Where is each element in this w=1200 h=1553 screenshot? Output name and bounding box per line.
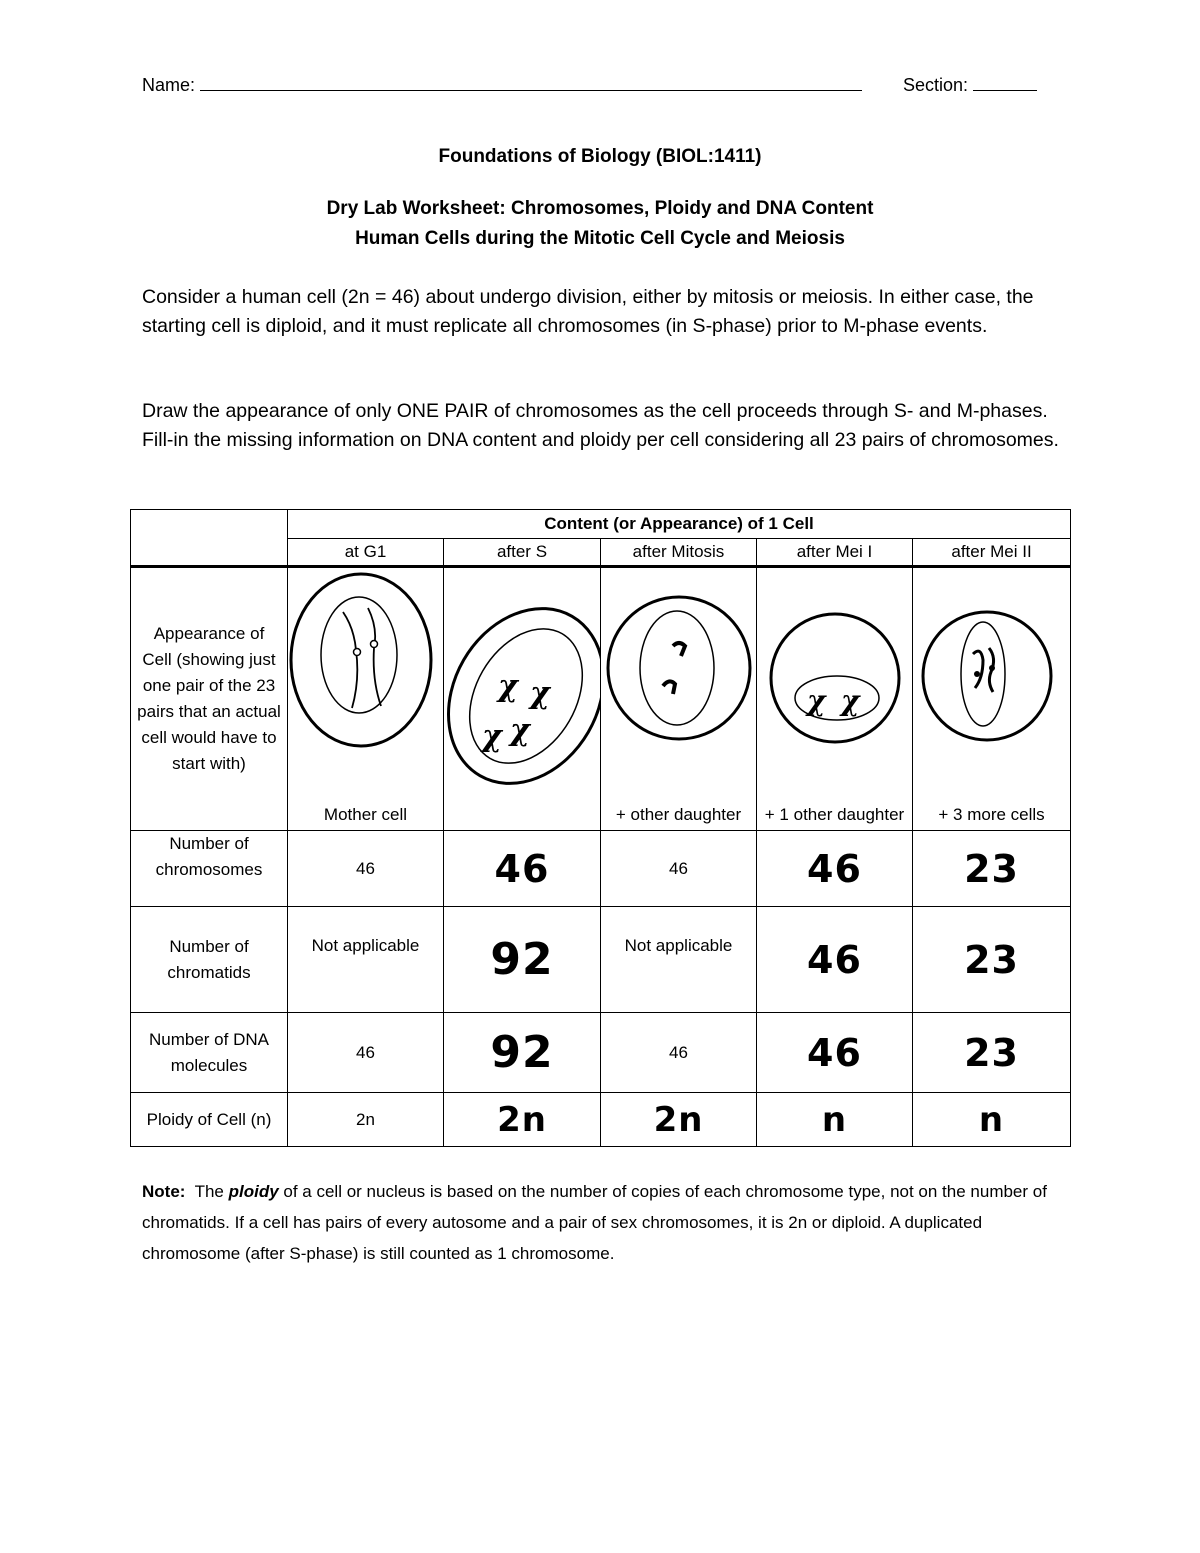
note-text-b: of a cell or nucleus is based on the number of copies of each chromosome type, not on the number of chromatids. If a cell has pairs of every autosome and a pair of sex chromosomes, it is 2n or diploid. A duplicated chromosome (after S-phase) is still counted as 1 chromosome. — [142, 1182, 1047, 1263]
appearance-cell-after-mei-2 — [913, 567, 1071, 831]
course-title: Foundations of Biology (BIOL:1411) — [438, 146, 762, 167]
cell-diagram-g1 — [288, 568, 444, 830]
section-label: Section: — [903, 75, 969, 95]
row-label-chromosomes: Number of chromosomes — [131, 831, 288, 907]
value-chromatids-g1: Not applicable — [288, 907, 444, 1013]
value-ploidy-after-mei-1: n — [757, 1093, 913, 1147]
value-ploidy-g1: 2n — [288, 1093, 444, 1147]
note-emphasis: ploidy — [228, 1182, 279, 1201]
appearance-cell-after-s — [444, 567, 601, 831]
value-chromatids-after-mitosis: Not applicable — [601, 907, 757, 1013]
cell-diagram-after-mitosis — [601, 568, 757, 830]
note-lead: Note: — [142, 1182, 186, 1201]
value-chromatids-after-mei-1: 46 — [757, 907, 913, 1013]
svg-text:χ: χ — [530, 676, 550, 711]
section-field[interactable] — [903, 72, 1037, 96]
group-header: Content (or Appearance) of 1 Cell — [288, 510, 1071, 539]
note-paragraph — [142, 1176, 1062, 1269]
caption-after-mei-1: + 1 other daughter — [764, 805, 905, 824]
intro-paragraph: Consider a human cell (2n = 46) about undergo division, either by mitosis or meiosis. In either case, the starting cell is diploid, and it must replicate all chromosomes (in S-phase) prior to M-phase events. — [142, 286, 1034, 337]
row-label-chromatids: Number of chromatids — [131, 907, 288, 1013]
caption-g1: Mother cell — [323, 805, 408, 824]
value-dna-after-mitosis: 46 — [601, 1013, 757, 1093]
value-ploidy-after-s: 2n — [444, 1093, 601, 1147]
cell-diagram-after-mei-1 — [757, 568, 913, 830]
value-chromosomes-after-mitosis: 46 — [601, 831, 757, 907]
instructions-paragraph: Draw the appearance of only ONE PAIR of chromosomes as the cell proceeds through S- and M-phases. Fill-in the missing information on DNA content and ploidy per cell considering all 23 pairs of chromosomes. — [142, 400, 1059, 451]
cell-diagram-after-mei-2 — [913, 568, 1071, 830]
value-ploidy-after-mitosis: 2n — [601, 1093, 757, 1147]
cell-diagram-after-s — [444, 568, 601, 830]
row-label-dna-molecules: Number of DNA molecules — [131, 1013, 288, 1093]
table-corner-cell — [131, 510, 288, 567]
caption-after-mitosis: + other daughter — [615, 805, 742, 824]
value-chromosomes-g1: 46 — [288, 831, 444, 907]
name-label: Name: — [142, 75, 196, 95]
value-chromosomes-after-mei-2: 23 — [913, 831, 1071, 907]
value-chromatids-after-s: 92 — [444, 907, 601, 1013]
name-field[interactable] — [142, 72, 862, 96]
worksheet-title: Dry Lab Worksheet: Chromosomes, Ploidy and DNA Content — [326, 198, 874, 219]
value-chromosomes-after-s: 46 — [444, 831, 601, 907]
worksheet-subtitle: Human Cells during the Mitotic Cell Cycle and Meiosis — [355, 228, 845, 249]
content-table — [130, 509, 1071, 1147]
appearance-cell-after-mitosis — [601, 567, 757, 831]
svg-text:χ: χ — [498, 669, 518, 704]
section-blank-line[interactable] — [973, 72, 1037, 91]
column-header-after-mei-1: after Mei I — [757, 539, 913, 567]
column-header-after-mei-2: after Mei II — [913, 539, 1071, 567]
svg-text:χ: χ — [841, 684, 860, 717]
appearance-cell-g1 — [288, 567, 444, 831]
svg-text:χ: χ — [510, 713, 530, 748]
svg-text:χ: χ — [482, 719, 502, 754]
value-chromosomes-after-mei-1: 46 — [757, 831, 913, 907]
column-header-after-s: after S — [444, 539, 601, 567]
value-dna-after-mei-1: 46 — [757, 1013, 913, 1093]
value-dna-after-mei-2: 23 — [913, 1013, 1071, 1093]
row-label-ploidy: Ploidy of Cell (n) — [131, 1093, 288, 1147]
svg-text:χ: χ — [807, 684, 826, 717]
note-text-a: The — [185, 1182, 229, 1201]
value-chromatids-after-mei-2: 23 — [913, 907, 1071, 1013]
column-header-after-mitosis: after Mitosis — [601, 539, 757, 567]
caption-after-mei-2: + 3 more cells — [938, 805, 1045, 824]
value-ploidy-after-mei-2: n — [913, 1093, 1071, 1147]
name-blank-line[interactable] — [200, 72, 862, 91]
value-dna-g1: 46 — [288, 1013, 444, 1093]
appearance-row-label: Appearance of Cell (showing just one pair of the 23 pairs that an actual cell would have to start with) — [131, 567, 288, 831]
column-header-g1: at G1 — [288, 539, 444, 567]
value-dna-after-s: 92 — [444, 1013, 601, 1093]
appearance-cell-after-mei-1 — [757, 567, 913, 831]
